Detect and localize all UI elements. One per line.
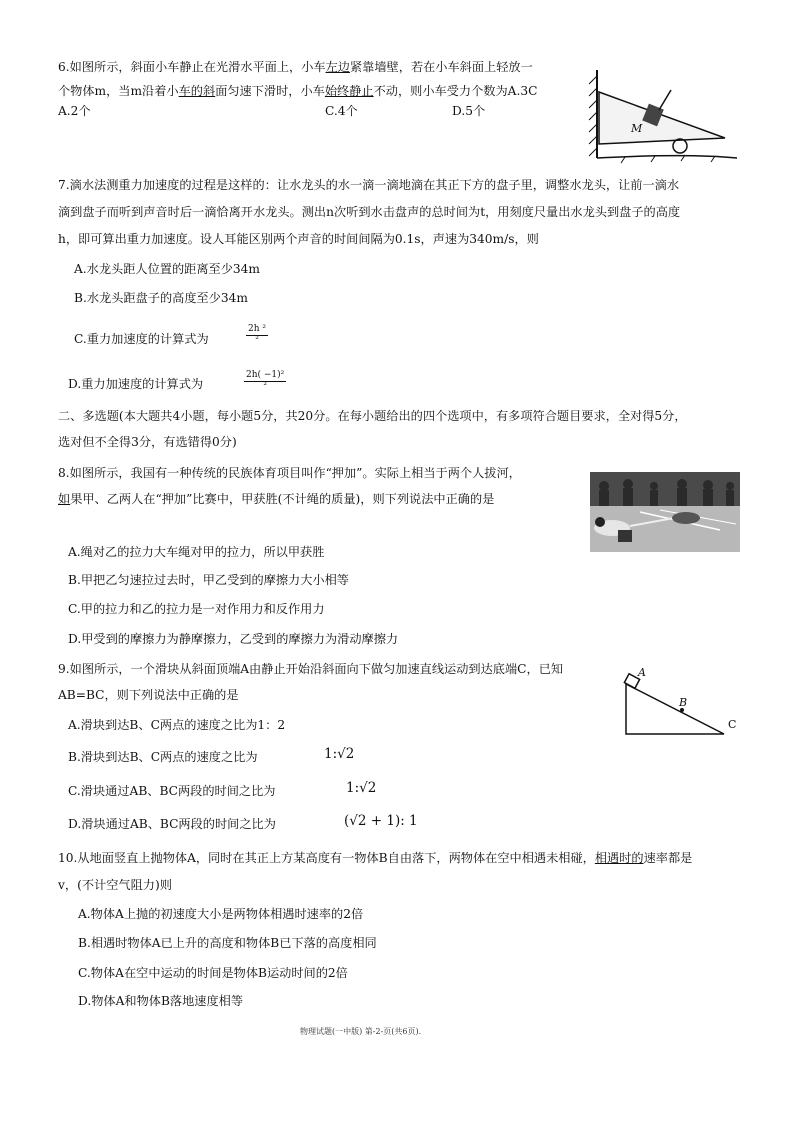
q7-option-d: D.重力加速度的计算式为 [68,377,204,391]
q6-figure-label: M [631,122,643,135]
q10-option-c: C.物体A在空中运动的时间是物体B运动时间的2倍 [78,966,348,980]
q7-option-c: C.重力加速度的计算式为 [74,332,209,346]
q9-option-a: A.滑块到达B、C两点的速度之比为1：2 [68,718,286,732]
q6-line-1: 6.如图所示，斜面小车静止在光滑水平面上，小车左边紧靠墙壁，若在小车斜面上轻放一 [58,60,533,74]
q9-option-c: C.滑块通过AB、BC两段的时间之比为 [68,784,276,798]
q6-option-d: D.5个 [452,104,486,118]
q6-line-2: 个物体m，当m沿着小车的斜面匀速下滑时，小车始终静止不动，则小车受力个数为A.3C [58,84,538,98]
q9-label-a: A [638,666,646,679]
q7-option-c-formula: 2h ² ² [248,324,266,345]
q9-line-1: 9.如图所示，一个滑块从斜面顶端A由静止开始沿斜面向下做匀加速直线运动到达底端C，已知 [58,662,564,676]
q8-option-d: D.甲受到的摩擦力为静摩擦力，乙受到的摩擦力为滑动摩擦力 [68,632,399,646]
q9-option-d-ratio: (√2 + 1): 1 [344,813,418,829]
q8-option-a: A.绳对乙的拉力大车绳对甲的拉力，所以甲获胜 [68,545,325,559]
q8-line-1: 8.如图所示，我国有一种传统的民族体育项目叫作“押加”。实际上相当于两个人拔河， [58,466,521,480]
q10-line-2: v，(不计空气阻力)则 [58,878,172,892]
q6-option-c: C.4个 [325,104,358,118]
q8-option-c: C.甲的拉力和乙的拉力是一对作用力和反作用力 [68,602,325,616]
q10-option-d: D.物体A和物体B落地速度相等 [78,994,244,1008]
q7-line-1: 7.滴水法测重力加速度的过程是这样的：让水龙头的水一滴一滴地滴在其正下方的盘子里，调整水龙头，让前一滴水 [58,178,680,192]
q8-line-2: 如果甲、乙两人在“押加”比赛中，甲获胜(不计绳的质量)，则下列说法中正确的是 [58,492,495,506]
q10-option-a: A.物体A上抛的初速度大小是两物体相遇时速率的2倍 [78,907,364,921]
q9-option-c-ratio: 1:√2 [346,780,377,796]
section-2-heading-line-1: 二、多选题(本大题共4小题，每小题5分，共20分。在每小题给出的四个选项中，有多项符合题目要求，全对得5分， [58,409,687,423]
q9-option-b: B.滑块到达B、C两点的速度之比为 [68,750,258,764]
q10-option-b: B.相遇时物体A已上升的高度和物体B已下落的高度相同 [78,936,377,950]
q9-option-b-ratio: 1:√2 [324,746,355,762]
section-2-heading-line-2: 选对但不全得3分，有选错得0分) [58,435,237,449]
q9-label-b: B [679,696,688,709]
q9-incline-figure [612,664,746,740]
q9-line-2: AB=BC，则下列说法中正确的是 [58,688,239,702]
q7-option-d-formula: 2h( −1)² ² [246,370,285,391]
q7-line-2: 滴到盘子而听到声音时后一滴恰离开水龙头。测出n次听到水击盘声的总时间为t，用刻度尺量出水龙头到盘子的高度 [58,205,681,219]
q7-line-3: h，即可算出重力加速度。设人耳能区别两个声音的时间间隔为0.1s，声速为340m/s，则 [58,232,539,246]
q8-yajia-photo [590,472,740,552]
q9-option-d: D.滑块通过AB、BC两段的时间之比为 [68,817,276,831]
q6-incline-cart-figure [585,62,745,170]
q6-option-a: A.2个 [58,104,91,118]
q9-label-c: C [728,718,737,731]
q8-option-b: B.甲把乙匀速拉过去时，甲乙受到的摩擦力大小相等 [68,573,349,587]
page-footer: 物理试题(一中版) 第-2-页(共6页). [300,1027,422,1036]
q10-line-1: 10.从地面竖直上抛物体A，同时在其正上方某高度有一物体B自由落下，两物体在空中相遇未相碰，相遇时的速率都是 [58,851,693,865]
q7-option-a: A.水龙头距人位置的距离至少34m [74,262,260,276]
q7-option-b: B.水龙头距盘子的高度至少34m [74,291,248,305]
